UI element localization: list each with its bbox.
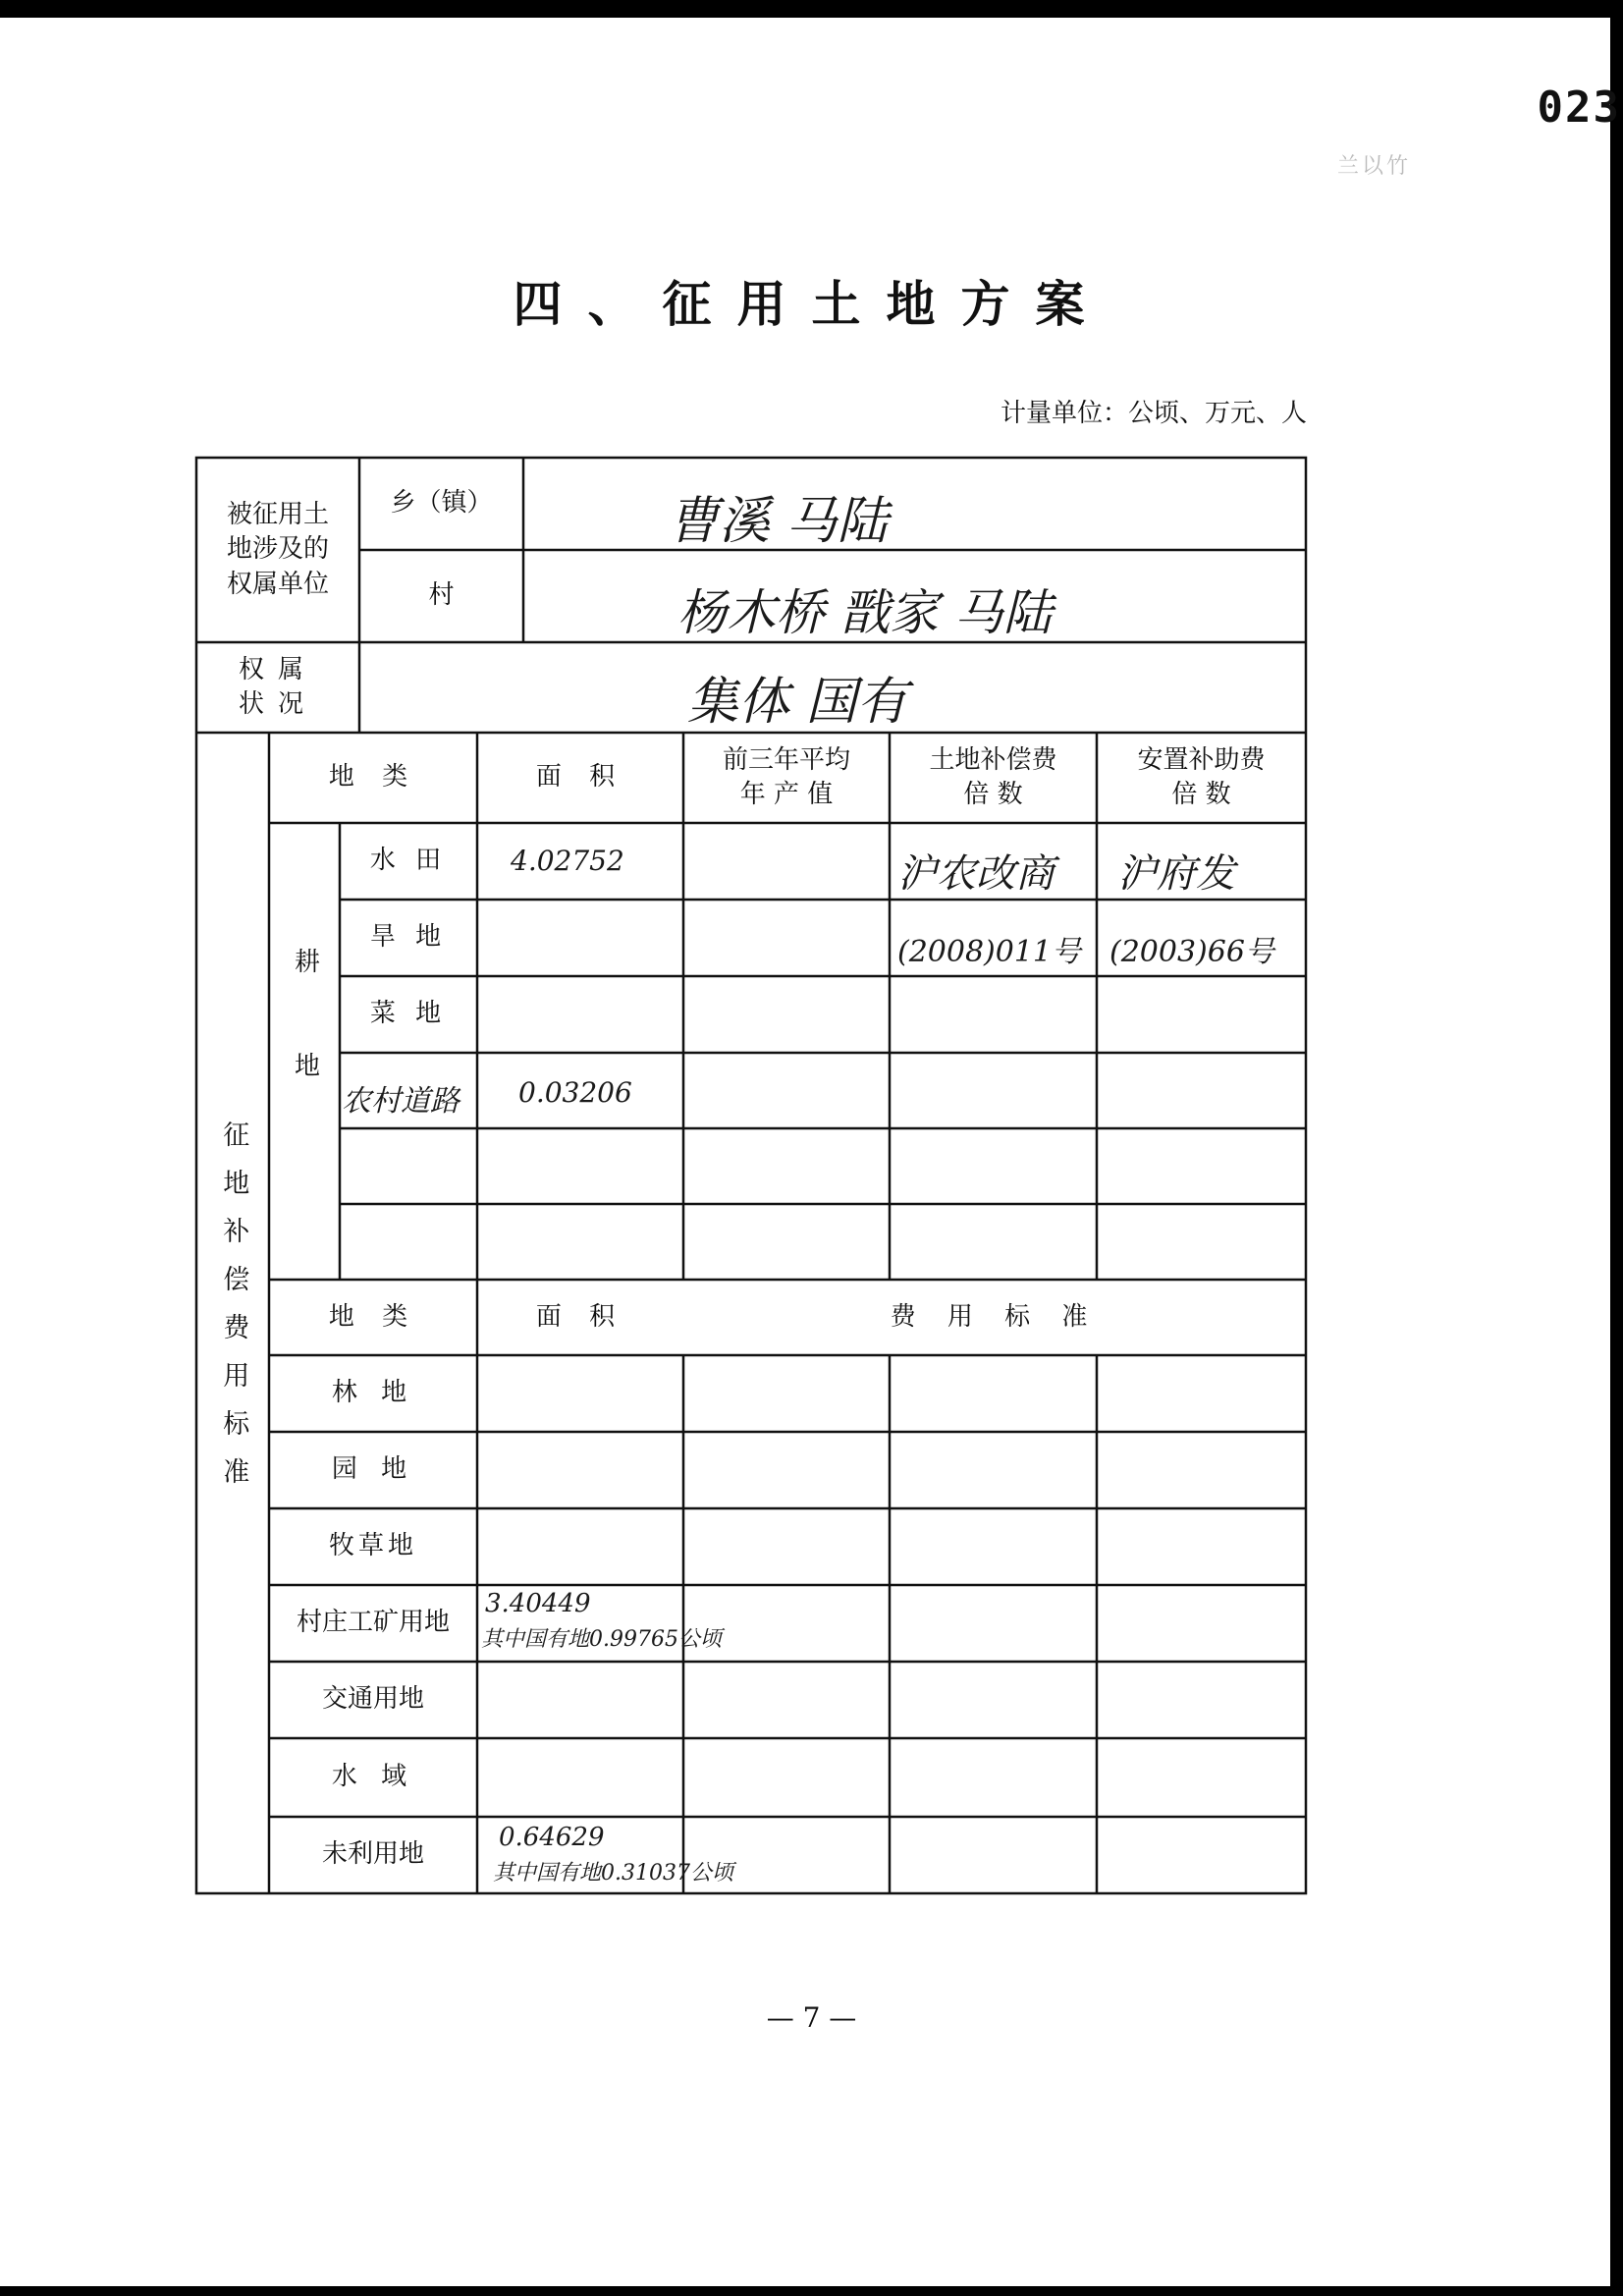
town-value: 曹溪 马陆: [668, 492, 889, 551]
header2-land-type: 地 类: [328, 1301, 418, 1332]
status-value: 集体 国有: [687, 673, 908, 732]
ownership-label-text: 被征用土地涉及的权属单位: [226, 500, 329, 599]
vegetable-land-type: 菜 地: [369, 999, 448, 1029]
unused-land-area: 0.64629: [499, 1823, 605, 1852]
village-mining-land-note: 其中国有地0.99765公顷: [481, 1627, 722, 1652]
header-land-multiple-text: 土地补偿费 倍 数: [929, 744, 1057, 809]
dry-land-type: 旱 地: [369, 922, 448, 953]
header-avg-output: [683, 733, 890, 823]
header2-fee-standard: 费 用 标 准: [890, 1301, 1100, 1332]
header-area: 面 积: [535, 762, 625, 793]
ownership-label: [196, 458, 359, 642]
village-mining-land-type: 村庄工矿用地: [296, 1608, 450, 1638]
compensation-side-label-text: 征地补偿费用标准: [218, 1121, 249, 1505]
page-footer-number: — 7 —: [766, 2001, 857, 2034]
header2-area: 面 积: [535, 1301, 625, 1332]
header-resettle-multiple: [1097, 733, 1306, 823]
page-title: 四、征用土地方案: [513, 276, 1110, 333]
village-mining-land-area: 3.40449: [485, 1589, 591, 1618]
compensation-side-label: [196, 733, 269, 1893]
water-area-type: 水 域: [331, 1762, 415, 1792]
rural-road-type: 农村道路: [342, 1084, 460, 1119]
cultivated-label: [269, 823, 340, 1280]
forest-land-type: 林 地: [331, 1378, 415, 1408]
status-label: [196, 642, 359, 733]
rural-road-area: 0.03206: [518, 1076, 632, 1109]
header-resettle-multiple-text: 安置补助费 倍 数: [1137, 744, 1266, 809]
unused-land-type: 未利用地: [321, 1839, 424, 1870]
garden-land-type: 园 地: [331, 1454, 415, 1485]
cultivated-label-text: 耕地: [290, 947, 320, 1156]
header-land-type: 地 类: [328, 762, 418, 793]
paddy-field-type: 水 田: [369, 846, 448, 876]
pasture-land-type: 牧草地: [328, 1531, 417, 1561]
land-multiple-ref-2: (2008)011号: [897, 935, 1082, 969]
unit-note: 计量单位：公顷、万元、人: [1000, 399, 1307, 428]
page-number-top: 023: [1537, 82, 1621, 133]
village-label: 村: [428, 580, 455, 611]
transport-land-type: 交通用地: [321, 1684, 424, 1715]
status-label-text: 权属状况: [239, 654, 318, 719]
resettle-multiple-ref-2: (2003)66号: [1109, 935, 1274, 969]
town-label: 乡（镇）: [390, 488, 493, 519]
unused-land-note: 其中国有地0.31037公顷: [493, 1861, 733, 1886]
header-land-multiple: [890, 733, 1097, 823]
header-avg-output-text: 前三年平均 年 产 值: [722, 744, 850, 809]
village-value: 杨木桥 戬家 马陆: [677, 584, 1053, 641]
faint-stamp: 兰以竹: [1337, 154, 1412, 179]
land-multiple-ref-1: 沪农改商: [897, 851, 1055, 897]
resettle-multiple-ref-1: 沪府发: [1117, 851, 1235, 897]
paddy-field-area: 4.02752: [511, 845, 624, 877]
